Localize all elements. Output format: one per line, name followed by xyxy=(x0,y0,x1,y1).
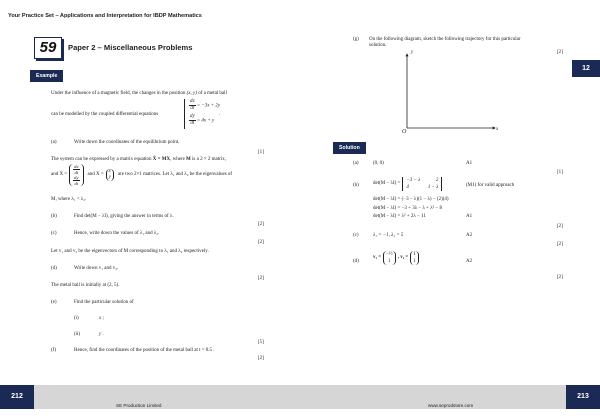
solution-a-text: (0, 0) xyxy=(373,161,384,166)
solution-a-marks: [1] xyxy=(557,170,563,175)
part-g-marks: [2] xyxy=(557,50,563,55)
part-b-marks: [2] xyxy=(258,222,264,227)
solution-d-marks: [2] xyxy=(557,275,563,280)
vector-definitions: and Ẋ = $\frac{dx}{dt}$ $\frac{dy}{dt}$ and X = x y are two 2×1 matrices. Let λ₁ and λ₂ be the eigenvalues of xyxy=(51,164,233,186)
page-number-right: 213 xyxy=(566,385,600,409)
part-g-label: (g) xyxy=(353,37,359,42)
chapter-title: Paper 2 – Miscellaneous Problems xyxy=(68,43,193,52)
solution-b-step-2: det(M − λI) = (−3 − λ)(1 − λ) − (2)(4) xyxy=(373,197,449,202)
solution-c-text: λ₁ = −1, λ₂ = 5 xyxy=(373,233,404,238)
solution-b-step-4-code: A1 xyxy=(466,214,473,219)
solution-b-marks: [2] xyxy=(557,224,563,229)
side-tab: 12 xyxy=(572,60,600,77)
part-e-ii-label: (ii) xyxy=(74,332,81,337)
solution-c-marks: [2] xyxy=(557,242,563,247)
part-g-text-2: solution. xyxy=(369,43,387,48)
part-e-label: (e) xyxy=(51,300,57,305)
solution-d-code: A2 xyxy=(466,259,473,264)
example-tag: Example xyxy=(30,70,63,82)
part-f-label: (f) xyxy=(51,348,56,353)
equations-period: . xyxy=(219,112,221,117)
eigenvalue-condition: M, where λ₁ < λ₂. xyxy=(51,197,87,202)
part-a-text: Write down the coordinates of the equilibrium point. xyxy=(74,140,180,145)
part-c-text: Hence, write down the values of λ₁ and λ₂. xyxy=(74,231,160,236)
publisher: SE Production Limited xyxy=(116,403,162,408)
solution-a-code: A1 xyxy=(466,161,473,166)
solution-d-vectors: v₁ = −½ 1 , v₂ = 1 1 xyxy=(373,251,419,265)
page-number-left: 212 xyxy=(0,385,34,409)
part-e-ii-text: y . xyxy=(99,332,104,337)
intro-line-1: Under the influence of a magnetic field, the changes in the position (x, y) of a metal ball xyxy=(51,91,227,96)
part-g-text-1: On the following diagram, sketch the following trajectory for this particular xyxy=(369,37,521,42)
part-b-label: (b) xyxy=(51,214,57,219)
part-f-text: Hence, find the coordinates of the position of the metal ball at t = 0.5 . xyxy=(74,348,215,353)
solution-b-step-3: det(M − λI) = −3 + 3λ − λ + λ² − 8 xyxy=(373,206,442,211)
solution-a-label: (a) xyxy=(353,161,359,166)
initial-position: The metal ball is initially at (2, 5). xyxy=(51,283,120,288)
solution-b-code: (M1) for valid approach xyxy=(466,183,515,188)
part-e-i-text: x ; xyxy=(99,316,105,321)
solution-d-label: (d) xyxy=(353,259,359,264)
part-d-marks: [2] xyxy=(258,276,264,281)
part-a-label: (a) xyxy=(51,140,57,145)
part-e-i-label: (i) xyxy=(74,316,79,321)
website: www.seprodstore.com xyxy=(428,403,474,408)
solution-b-step-1: det(M − λI) = −3 − λ 2 4 1 − λ xyxy=(373,177,442,191)
part-e-text: Find the particular solution of xyxy=(74,300,134,305)
part-a-marks: [1] xyxy=(258,150,264,155)
solution-tag: Solution xyxy=(333,142,366,154)
coupled-equations: $\frac{dx}{dt}$ = −3x + 2y $\frac{dy}{dt}$ = 4x + y xyxy=(184,99,220,129)
part-e-marks: [5] xyxy=(258,340,264,345)
trajectory-axes xyxy=(395,50,505,140)
solution-c-label: (c) xyxy=(353,233,359,238)
solution-b-step-4: det(M − λI) = λ² + 2λ − 11 xyxy=(373,214,426,219)
part-d-label: (d) xyxy=(51,266,57,271)
eigenvector-definition: Let v₁ and v₂ be the eigenvectors of M corresponding to λ₁ and λ₂ respectively. xyxy=(51,249,209,254)
chapter-number-badge: 59 xyxy=(34,37,62,59)
part-f-marks: [2] xyxy=(258,356,264,361)
part-b-text: Find det(M − λI), giving the answer in terms of λ. xyxy=(74,214,174,219)
matrix-system-line: The system can be expressed by a matrix equation Ẋ = MX, where M is a 2 × 2 matrix, xyxy=(51,157,226,162)
x-axis-label: x xyxy=(496,127,499,132)
part-c-marks: [2] xyxy=(258,240,264,245)
intro-line-2: can be modelled by the coupled differential equations xyxy=(51,112,159,117)
solution-c-code: A2 xyxy=(466,233,473,238)
y-axis-label: y xyxy=(411,50,414,55)
part-c-label: (c) xyxy=(51,231,57,236)
part-d-text: Write down v₁ and v₂. xyxy=(74,266,119,271)
running-header: Your Practice Set – Applications and Interpretation for IBDP Mathematics xyxy=(8,13,202,19)
footer-bar xyxy=(0,385,600,409)
solution-b-label: (b) xyxy=(353,183,359,188)
origin-label: O xyxy=(402,129,407,135)
